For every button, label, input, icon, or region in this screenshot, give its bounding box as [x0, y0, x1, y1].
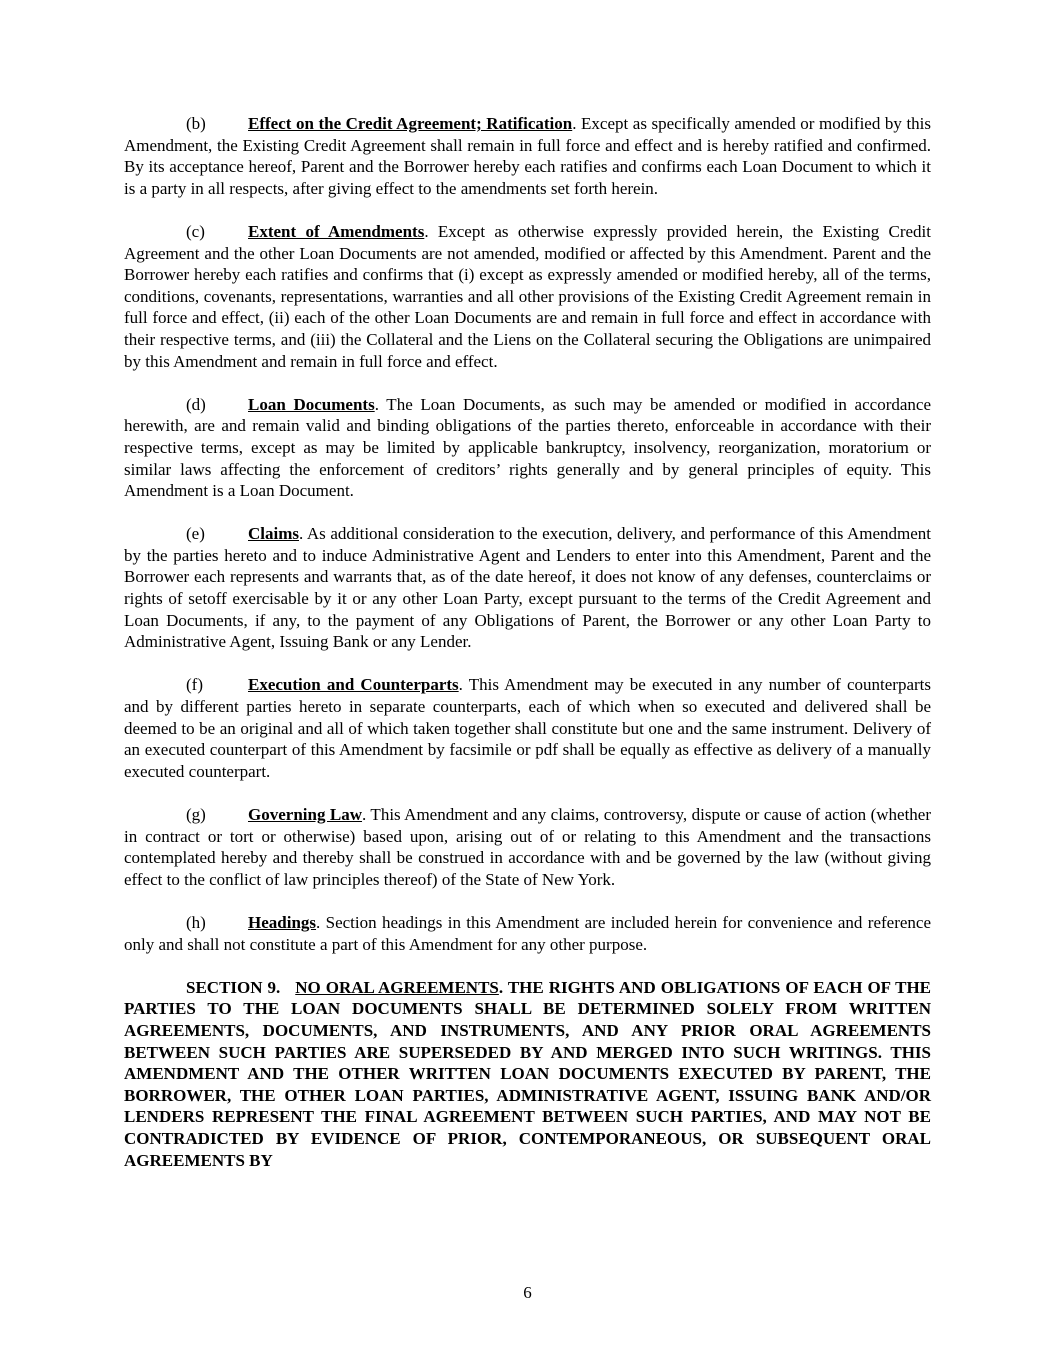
section-label: SECTION 9. [186, 977, 281, 997]
document-body [124, 113, 931, 1193]
paragraph-heading: Extent of Amendments [248, 221, 425, 241]
paragraph-g [124, 804, 931, 890]
section-9 [124, 977, 931, 1171]
paragraph-label: (g) [186, 805, 206, 824]
paragraph-label: (f) [186, 675, 203, 695]
paragraph-text: . This Amendment may be executed in any number of counterparts and by different parties hereto in separate counterparts, each of which when so executed and delivered shall be deemed to be an original and all of which taken together shall constitute but one and the same instrument. Delivery of an executed counterpart of this Amendment by facsimile or pdf shall be equally as effective as delivery of a manually executed counterpart. [124, 675, 931, 781]
paragraph-text: . As additional consideration to the execution, delivery, and performance of this Amendment by the parties hereto and to induce Administrative Agent and Lenders to enter into this Amendment, Parent and the Borrower each represents and warrants that, as of the date hereof, it does not know of any defenses, counterclaims or rights of setoff exercisable by it or any other Loan Party, except pursuant to the terms of the Credit Agreement and Loan Documents, if any, to the payment of any Obligations of Parent, the Borrower or any other Loan Party to Administrative Agent, Issuing Bank or any Lender. [124, 524, 931, 652]
paragraph-heading: Governing Law [248, 805, 363, 824]
paragraph-d [124, 394, 931, 502]
section-title: NO ORAL AGREEMENTS [295, 977, 499, 997]
paragraph-b [124, 113, 931, 199]
paragraph-label: (c) [186, 221, 205, 241]
paragraph-heading: Execution and Counterparts [248, 675, 459, 695]
paragraph-f [124, 674, 931, 782]
paragraph-heading: Claims [248, 524, 299, 544]
paragraph-heading: Effect on the Credit Agreement; Ratification [248, 114, 573, 133]
paragraph-label: (b) [186, 114, 206, 133]
paragraph-e [124, 523, 931, 653]
paragraph-c [124, 221, 931, 372]
paragraph-label: (d) [186, 394, 206, 414]
paragraph-text: . The Loan Documents, as such may be amended or modified in accordance herewith, are and remain valid and binding obligations of the parties thereto, enforceable in accordance with their respective terms, except as may be limited by applicable bankruptcy, insolvency, reorganization, moratorium or similar laws affecting the enforcement of creditors’ rights generally and by general principles of equity. This Amendment is a Loan Document. [124, 394, 931, 501]
paragraph-text: . Section headings in this Amendment are included herein for convenience and reference only and shall not constitute a part of this Amendment for any other purpose. [124, 912, 931, 954]
paragraph-heading: Loan Documents [248, 394, 375, 414]
paragraph-text: . Except as otherwise expressly provided herein, the Existing Credit Agreement and the other Loan Documents are not amended, modified or affected by this Amendment. Parent and the Borrower hereby each ratifies and confirms that (i) except as expressly amended or modified hereby, all of the terms, conditions, covenants, representations, warranties and all other provisions of the Existing Credit Agreement remain in full force and effect, (ii) each of the other Loan Documents are and remain in full force and effect in accordance with their respective terms, and (iii) the Collateral and the Liens on the Collateral securing the Obligations are unimpaired by this Amendment and remain in full force and effect. [124, 221, 931, 371]
page-number: 6 [523, 1283, 532, 1302]
paragraph-text: . This Amendment and any claims, controversy, dispute or cause of action (whether in contract or tort or otherwise) based upon, arising out of or relating to this Amendment and the transactions contemplated hereby and thereby shall be construed in accordance with and be governed by the law (without giving effect to the conflict of law principles thereof) of the State of New York. [124, 805, 932, 889]
paragraph-label: (e) [186, 524, 205, 544]
paragraph-label: (h) [186, 912, 206, 932]
paragraph-heading: Headings [248, 912, 317, 932]
section-text: . THE RIGHTS AND OBLIGATIONS OF EACH OF THE PARTIES TO THE LOAN DOCUMENTS SHALL BE DETERMINED SOLELY FROM WRITTEN AGREEMENTS, DOCUMENTS, AND INSTRUMENTS, AND ANY PRIOR ORAL AGREEMENTS BETWEEN SUCH PARTIES ARE SUPERSEDED BY AND MERGED INTO SUCH WRITINGS. THIS AMENDMENT AND THE OTHER WRITTEN LOAN DOCUMENTS EXECUTED BY PARENT, THE BORROWER, THE OTHER LOAN PARTIES, ADMINISTRATIVE AGENT, ISSUING BANK AND/OR LENDERS REPRESENT THE FINAL AGREEMENT BETWEEN SUCH PARTIES, AND MAY NOT BE CONTRADICTED BY EVIDENCE OF PRIOR, CONTEMPORANEOUS, OR SUBSEQUENT ORAL AGREEMENTS BY [124, 977, 932, 1170]
paragraph-h [124, 912, 931, 955]
paragraph-text: . Except as specifically amended or modified by this Amendment, the Existing Credit Agreement shall remain in full force and effect and is hereby ratified and confirmed. By its acceptance hereof, Parent and the Borrower hereby each ratifies and confirms each Loan Document to which it is a party in all respects, after giving effect to the amendments set forth herein. [124, 114, 931, 198]
